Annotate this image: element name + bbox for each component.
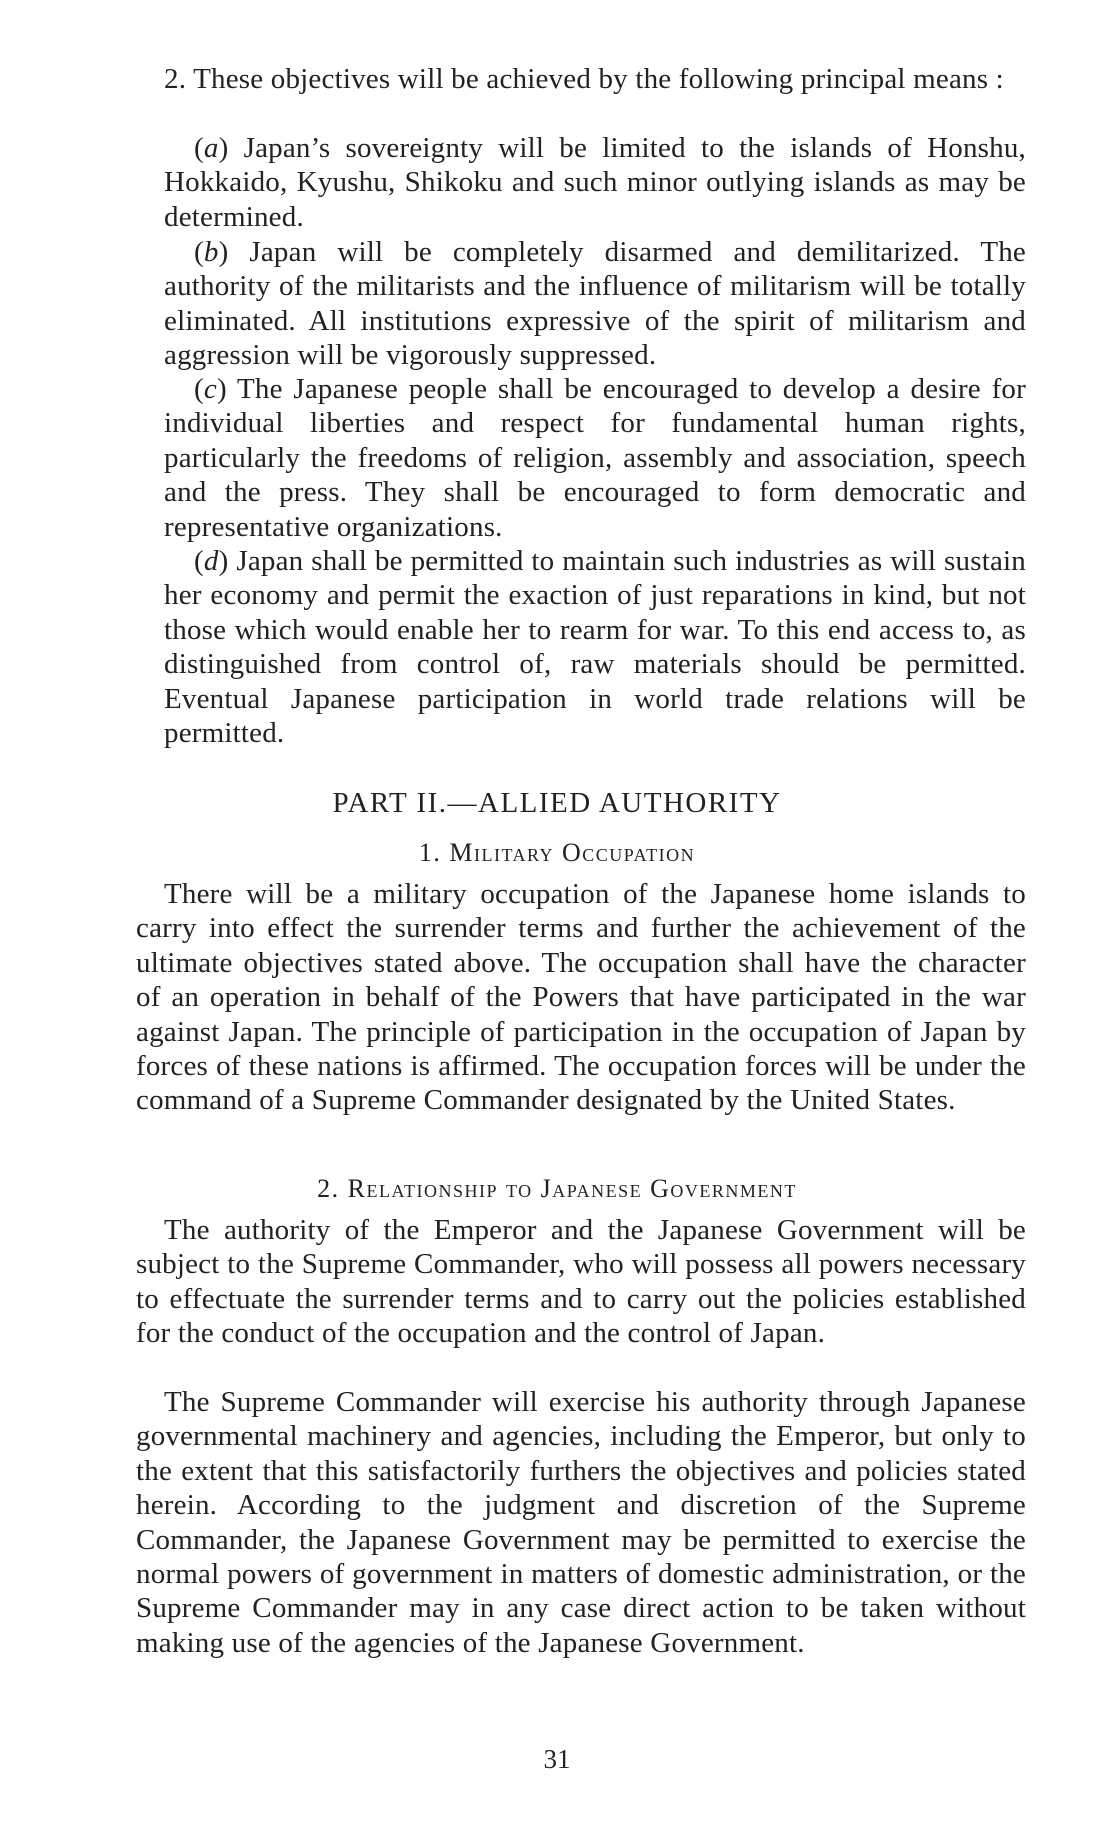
- list-item-c-text: The Japanese people shall be encouraged to develop a desire for individual liberties and respect for fundamental human rights, particularly the freedoms of religion, assembly and association, speech and the press. They shall be encouraged to form democratic and representative organizations.: [164, 373, 1026, 543]
- list-item-c-label: c: [203, 373, 217, 405]
- list-item-d: (d) Japan shall be permitted to maintain such industries as will sustain her economy and permit the exaction of just reparations in kind, but not those which would enable her to rearm for war. To this end access to, as distinguished from control of, raw materials should be permitted. Eventual Japanese participation in world trade relations will be permitted.: [164, 545, 1027, 750]
- military-occupation-paragraph: There will be a military occupation of the Japanese home islands to carry into effect the surrender terms and further the achievement of the ultimate objectives stated above. The occupation shall have the character of an operation in behalf of the Powers that have participated in the war against Japan. The principle of participation in the occupation of Japan by forces of these nations is affirmed. The occupation forces will be under the command of a Supreme Commander designated by the United States.: [136, 878, 1026, 1117]
- list-item-d-text: Japan shall be permitted to maintain such industries as will sustain her economy and permit the exaction of just reparations in kind, but not those which would enable her to rearm for war. To this end access to, as distinguished from control of, raw materials should be permitted. Eventual Japanese participation in world trade relations will be permitted.: [164, 545, 1027, 750]
- list-item-b-label: b: [203, 236, 219, 268]
- list-item-b: (b) Japan will be completely disarmed and demilitarized. The authority of the militarists and the influence of militarism will be totally eliminated. All institutions expressive of the spirit of militarism and aggression will be vigorously suppressed.: [164, 236, 1027, 372]
- list-item-b-text: Japan will be completely disarmed and demilitarized. The authority of the militarists and the influence of militarism will be totally eliminated. All institutions expressive of the spirit of militarism and aggression will be vigorously suppressed.: [164, 236, 1027, 372]
- list-item-a-label: a: [203, 132, 219, 164]
- section-heading-relationship: 2. Relationship to Japanese Government: [317, 1174, 797, 1203]
- page-number: 31: [543, 1744, 571, 1774]
- relationship-paragraph-1: The authority of the Emperor and the Japanese Government will be subject to the Supreme Commander, who will possess all powers necessary to effectuate the surrender terms and to carry out the policies established for the conduct of the occupation and the control of Japan.: [136, 1214, 1026, 1350]
- list-item-c: (c) The Japanese people shall be encouraged to develop a desire for individual liberties and respect for fundamental human rights, particularly the freedoms of religion, assembly and association, speech and the press. They shall be encouraged to form democratic and representative organizations.: [164, 373, 1026, 543]
- part-heading: PART II.—ALLIED AUTHORITY: [332, 787, 782, 819]
- list-item-a-text: Japan’s sovereignty will be limited to the islands of Honshu, Hokkaido, Kyushu, Shikoku and such minor outlying islands as may be determined.: [164, 132, 1026, 233]
- list-item-d-label: d: [203, 545, 219, 577]
- section-heading-military-occupation: 1. Military Occupation: [418, 838, 696, 867]
- list-item-a: (a) Japan’s sovereignty will be limited to the islands of Honshu, Hokkaido, Kyushu, Shikoku and such minor outlying islands as may be determined.: [164, 132, 1026, 233]
- item-2-intro: 2. These objectives will be achieved by the following principal means :: [164, 63, 1004, 95]
- relationship-paragraph-2: The Supreme Commander will exercise his authority through Japanese governmental machinery and agencies, including the Emperor, but only to the extent that this satisfactorily furthers the objectives and policies stated herein. According to the judgment and discretion of the Supreme Commander, the Japanese Government may be permitted to exercise the normal powers of government in matters of domestic administration, or the Supreme Commander may in any case direct action to be taken without making use of the agencies of the Japanese Government.: [136, 1386, 1026, 1659]
